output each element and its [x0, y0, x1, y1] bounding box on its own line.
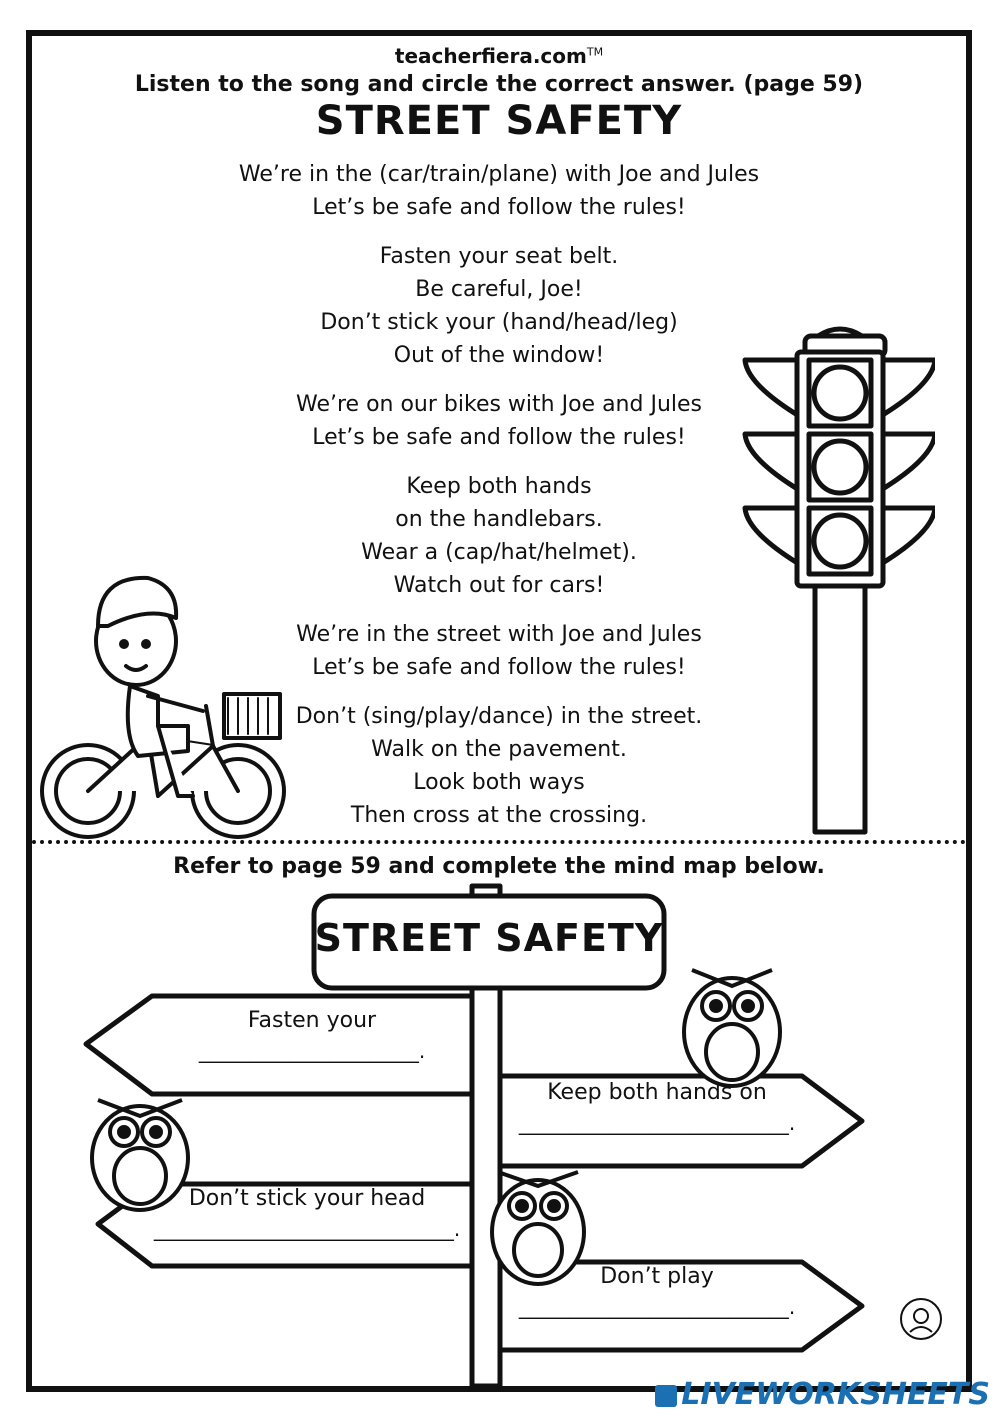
traffic-light-icon [735, 324, 935, 839]
brand-label [32, 44, 966, 68]
answer-blank[interactable]: ___________________________. [518, 1111, 796, 1135]
lyric-line: Out of the window! [393, 343, 605, 368]
trademark: TM [586, 45, 604, 59]
lyric-line: Don’t (sing/play/dance) in the street. [295, 704, 703, 729]
mind-map-instruction: Refer to page 59 and complete the mind map below. [173, 854, 825, 879]
page-title: STREET SAFETY [315, 98, 683, 144]
sign-head [152, 1186, 462, 1241]
watermark-text: LIVEWORKSHEETS [681, 1377, 990, 1412]
lyric-line: Be careful, Joe! [415, 277, 583, 302]
sign-handlebars [512, 1080, 802, 1135]
lyric-line: Fasten your seat belt. [379, 244, 619, 269]
lyric-line: Let’s be safe and follow the rules! [312, 195, 686, 220]
child-on-bicycle-icon [38, 546, 298, 846]
lyric-line: Let’s be safe and follow the rules! [312, 425, 686, 450]
sign-play [512, 1264, 802, 1319]
listening-instruction: Listen to the song and circle the correct answer. (page 59) [134, 72, 864, 97]
liveworksheets-logo-icon [655, 1385, 677, 1407]
sign-prompt: Fasten your [247, 1008, 377, 1033]
brand-text: teacherfiera.com [394, 44, 587, 68]
sign-prompt: Don’t stick your head [188, 1186, 426, 1211]
lyric-line: on the handlebars. [395, 507, 603, 532]
lyric-line: Then cross at the crossing. [350, 803, 648, 828]
answer-blank[interactable]: ______________________. [198, 1039, 426, 1063]
worksheet-page [26, 30, 972, 1392]
answer-blank[interactable]: ___________________________. [518, 1295, 796, 1319]
section-divider [32, 840, 966, 844]
lyric-line: We’re on our bikes with Joe and Jules [295, 392, 702, 417]
teacherfiera-seal-icon [898, 1296, 944, 1342]
lyric-line: Watch out for cars! [393, 573, 605, 598]
owl-icon [684, 970, 780, 1086]
lyric-line: Look both ways [413, 770, 585, 795]
stanza-1 [32, 158, 966, 224]
lyric-line: Wear a (cap/hat/helmet). [361, 540, 637, 565]
lyric-line: Let’s be safe and follow the rules! [312, 655, 686, 680]
lyric-line: Keep both hands [406, 474, 592, 499]
liveworksheets-watermark[interactable] [655, 1377, 990, 1412]
lyric-line: Don’t stick your (hand/head/leg) [320, 310, 678, 335]
sign-prompt: Keep both hands on [547, 1080, 767, 1105]
lyric-line: Walk on the pavement. [371, 737, 627, 762]
sign-prompt: Don’t play [600, 1264, 714, 1289]
lyric-line: We’re in the street with Joe and Jules [296, 622, 702, 647]
sign-fasten [182, 1008, 442, 1063]
lyric-line: We’re in the (car/train/plane) with Joe and Jules [238, 162, 760, 187]
answer-blank[interactable]: ______________________________. [153, 1217, 461, 1241]
signpost-title: STREET SAFETY [314, 916, 664, 960]
